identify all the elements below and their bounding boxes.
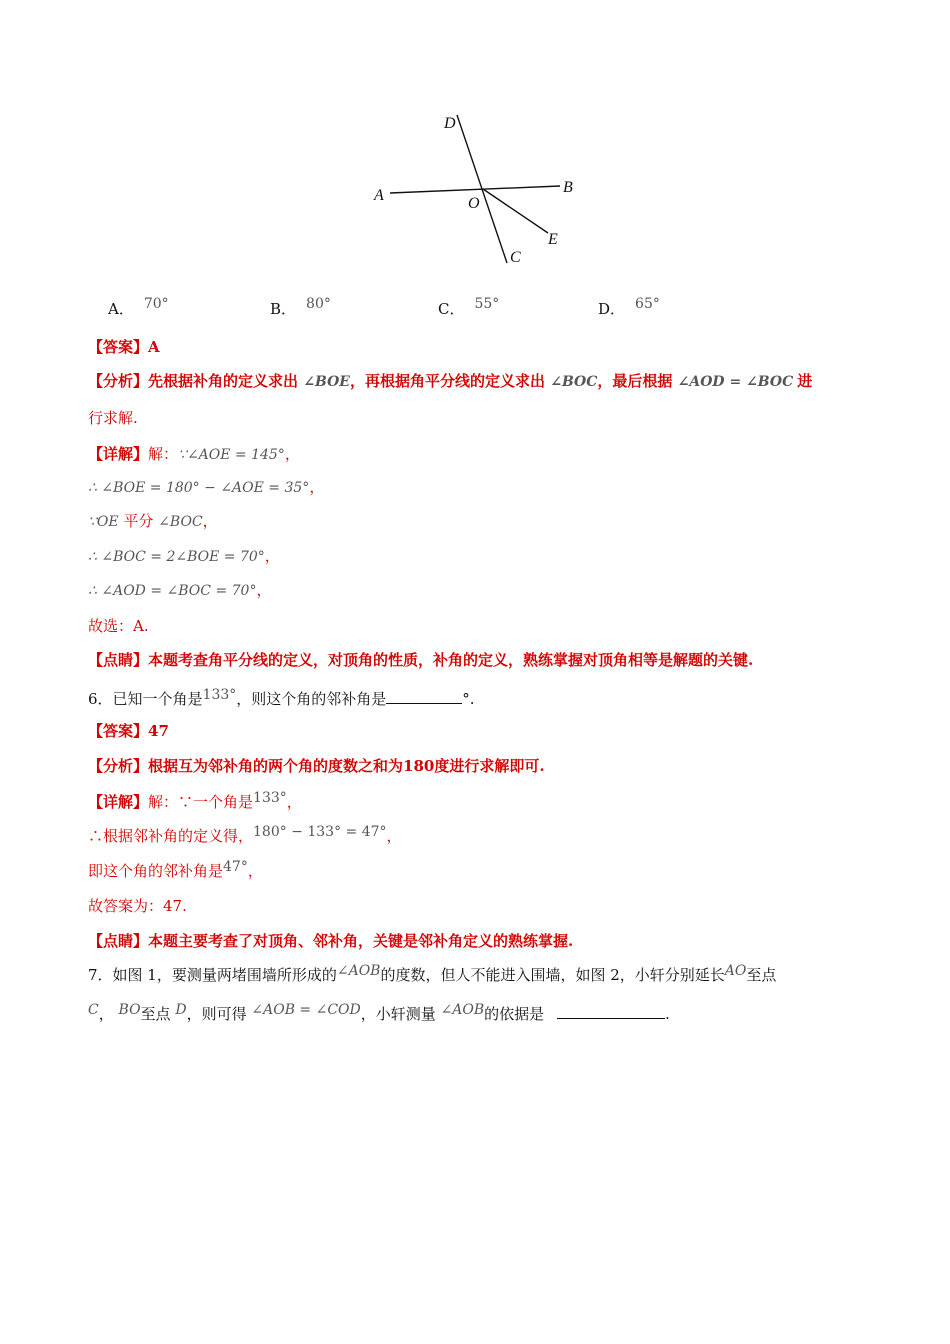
option-a[interactable]: A． 70° — [108, 296, 169, 318]
q6-detail-2: ∴根据邻补角的定义得，180° − 133° = 47°， — [88, 824, 402, 845]
q5-options — [108, 298, 808, 322]
label-o: O — [468, 195, 480, 212]
q6-stem: 6．已知一个角是133°，则这个角的邻补角是 °. — [88, 687, 475, 708]
label-c: C — [510, 249, 521, 266]
q6-comment: 【点睛】本题主要考查了对顶角、邻补角，关键是邻补角定义的熟练掌握. — [88, 932, 574, 950]
q5-answer: 【答案】A — [88, 338, 160, 356]
angle-figure — [360, 100, 600, 275]
q6-analysis: 【分析】根据互为邻补角的两个角的度数之和为180度进行求解即可. — [88, 757, 545, 775]
option-d[interactable]: D． 65° — [598, 296, 660, 318]
q6-answer-blank[interactable] — [386, 687, 462, 704]
option-b[interactable]: B． 80° — [270, 296, 331, 318]
q6-detail-3: 即这个角的邻补角是47°， — [88, 859, 263, 880]
q5-detail-4: ∴ ∠BOC = 2∠BOE = 70°， — [88, 547, 280, 565]
q5-detail-1: 【详解】解：∵∠AOE = 145°， — [88, 445, 300, 463]
label-a: A — [374, 187, 384, 204]
q7-stem-1: 7．如图 1，要测量两堵围墙所形成的∠AOB的度数，但人不能进入围墙，如图 2，小轩分别延长AO至点 — [88, 963, 777, 984]
q6-detail-1: 【详解】解：∵一个角是133°， — [88, 790, 302, 811]
q5-comment: 【点睛】本题考查角平分线的定义，对顶角的性质，补角的定义，熟练掌握对顶角相等是解题的关键. — [88, 651, 754, 669]
label-d: D — [444, 115, 456, 132]
q5-conclusion: 故选：A. — [88, 617, 149, 635]
q5-detail-2: ∴ ∠BOE = 180° − ∠AOE = 35°， — [88, 478, 325, 496]
q7-stem-2: C， BO至点 D，则可得 ∠AOB = ∠COD，小轩测量 ∠AOB的依据是 . — [88, 1002, 670, 1023]
q5-analysis-cont: 行求解. — [88, 409, 138, 427]
q5-detail-5: ∴ ∠AOD = ∠BOC = 70°， — [88, 581, 272, 599]
ray-oe — [483, 189, 548, 233]
q7-answer-blank[interactable] — [557, 1002, 665, 1019]
q5-detail-3: ∵OE 平分 ∠BOC， — [88, 512, 218, 530]
label-e: E — [548, 231, 558, 248]
label-b: B — [563, 179, 573, 196]
q6-conclusion: 故答案为：47. — [88, 897, 187, 915]
q6-answer: 【答案】47 — [88, 722, 169, 740]
line-ab — [390, 186, 560, 193]
option-c[interactable]: C． 55° — [438, 296, 500, 318]
q5-analysis: 【分析】先根据补角的定义求出 ∠BOE，再根据角平分线的定义求出 ∠BOC，最后根据 ∠AOD = ∠BOC 进 — [88, 372, 813, 390]
